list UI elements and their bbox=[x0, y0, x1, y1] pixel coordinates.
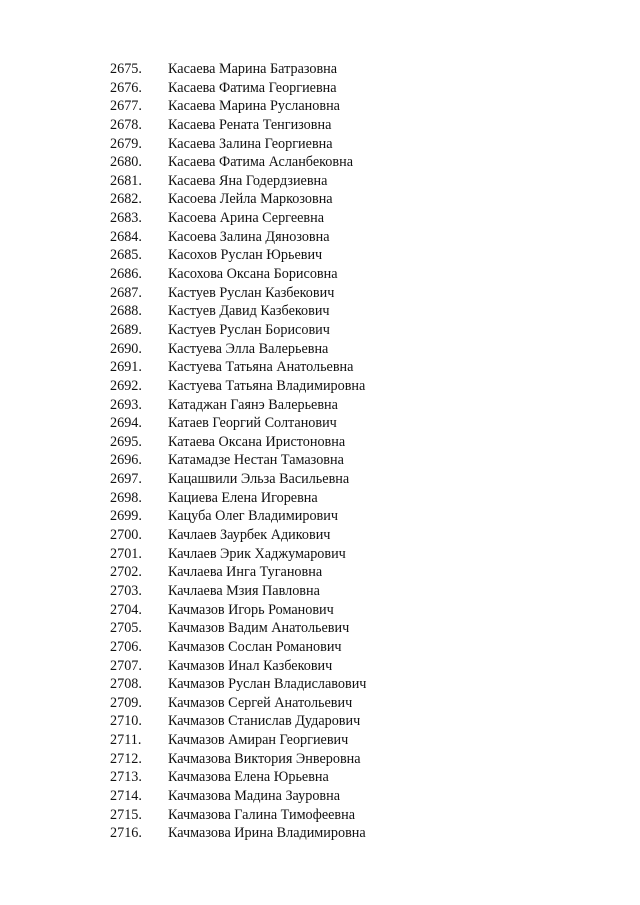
entry-name: Катаджан Гаянэ Валерьевна bbox=[168, 396, 338, 413]
list-item bbox=[0, 153, 640, 172]
entry-number: 2676. bbox=[110, 79, 142, 96]
list-item bbox=[0, 507, 640, 526]
entry-number: 2682. bbox=[110, 191, 142, 208]
entry-number: 2695. bbox=[110, 433, 142, 450]
entry-name: Качлаева Мзия Павловна bbox=[168, 582, 320, 599]
entry-number: 2693. bbox=[110, 396, 142, 413]
entry-number: 2696. bbox=[110, 452, 142, 469]
list-item bbox=[0, 694, 640, 713]
entry-name: Качмазова Елена Юрьевна bbox=[168, 769, 329, 786]
list-item bbox=[0, 265, 640, 284]
list-item bbox=[0, 731, 640, 750]
list-item bbox=[0, 321, 640, 340]
entry-name: Качмазова Галина Тимофеевна bbox=[168, 806, 356, 823]
list-item bbox=[0, 284, 640, 303]
entry-name: Касаева Фатима Асланбековна bbox=[168, 154, 353, 171]
entry-number: 2708. bbox=[110, 676, 142, 693]
entry-name: Кастуев Давид Казбекович bbox=[168, 303, 330, 320]
entry-name: Качмазова Виктория Энверовна bbox=[168, 750, 361, 767]
entry-number: 2705. bbox=[110, 620, 142, 637]
list-item bbox=[0, 116, 640, 135]
list-item bbox=[0, 824, 640, 843]
entry-number: 2680. bbox=[110, 154, 142, 171]
entry-name: Касоева Лейла Маркозовна bbox=[168, 191, 333, 208]
entry-name: Катаев Георгий Солтанович bbox=[168, 415, 337, 432]
entry-number: 2681. bbox=[110, 172, 142, 189]
entry-number: 2699. bbox=[110, 508, 142, 525]
list-item bbox=[0, 657, 640, 676]
entry-name: Качмазова Ирина Владимировна bbox=[168, 825, 366, 842]
entry-number: 2686. bbox=[110, 266, 142, 283]
list-item bbox=[0, 675, 640, 694]
entry-number: 2677. bbox=[110, 98, 142, 115]
list-item bbox=[0, 433, 640, 452]
entry-name: Кастуева Татьяна Анатольевна bbox=[168, 359, 354, 376]
entry-name: Кастуев Руслан Борисович bbox=[168, 321, 330, 338]
list-item bbox=[0, 526, 640, 545]
entry-number: 2684. bbox=[110, 228, 142, 245]
entry-number: 2694. bbox=[110, 415, 142, 432]
entry-number: 2710. bbox=[110, 713, 142, 730]
entry-number: 2683. bbox=[110, 210, 142, 227]
list-item bbox=[0, 135, 640, 154]
list-item bbox=[0, 545, 640, 564]
list-item bbox=[0, 414, 640, 433]
entry-number: 2707. bbox=[110, 657, 142, 674]
entry-number: 2716. bbox=[110, 825, 142, 842]
entry-name: Катаева Оксана Иристоновна bbox=[168, 433, 346, 450]
entry-name: Касаева Рената Тенгизовна bbox=[168, 116, 332, 133]
entry-number: 2713. bbox=[110, 769, 142, 786]
entry-name: Кацуба Олег Владимирович bbox=[168, 508, 338, 525]
list-item bbox=[0, 396, 640, 415]
entry-name: Кациева Елена Игоревна bbox=[168, 489, 318, 506]
entry-number: 2688. bbox=[110, 303, 142, 320]
entry-name: Касаева Залина Георгиевна bbox=[168, 135, 333, 152]
list-item bbox=[0, 470, 640, 489]
entry-number: 2709. bbox=[110, 694, 142, 711]
list-item bbox=[0, 489, 640, 508]
entry-number: 2700. bbox=[110, 527, 142, 544]
entry-name: Качмазов Амиран Георгиевич bbox=[168, 732, 349, 749]
entry-name: Качмазов Вадим Анатольевич bbox=[168, 620, 350, 637]
entry-number: 2697. bbox=[110, 471, 142, 488]
entry-number: 2678. bbox=[110, 116, 142, 133]
entry-name: Качлаев Заурбек Адикович bbox=[168, 527, 331, 544]
entry-name: Катамадзе Нестан Тамазовна bbox=[168, 452, 344, 469]
list-item bbox=[0, 172, 640, 191]
list-item bbox=[0, 563, 640, 582]
entry-number: 2685. bbox=[110, 247, 142, 264]
entry-number: 2689. bbox=[110, 321, 142, 338]
entry-number: 2714. bbox=[110, 787, 142, 804]
entry-name: Кастуева Элла Валерьевна bbox=[168, 340, 329, 357]
list-item bbox=[0, 451, 640, 470]
list-item bbox=[0, 806, 640, 825]
entry-number: 2687. bbox=[110, 284, 142, 301]
entry-name: Кастуев Руслан Казбекович bbox=[168, 284, 335, 301]
entry-name: Касаева Яна Годердзиевна bbox=[168, 172, 328, 189]
entry-number: 2692. bbox=[110, 377, 142, 394]
entry-number: 2701. bbox=[110, 545, 142, 562]
entry-number: 2711. bbox=[110, 732, 142, 749]
list-item bbox=[0, 582, 640, 601]
entry-name: Касаева Фатима Георгиевна bbox=[168, 79, 337, 96]
list-item bbox=[0, 377, 640, 396]
list-item bbox=[0, 750, 640, 769]
list-item bbox=[0, 79, 640, 98]
entry-name: Качлаев Эрик Хаджумарович bbox=[168, 545, 346, 562]
entry-name: Касаева Марина Руслановна bbox=[168, 98, 340, 115]
list-item bbox=[0, 619, 640, 638]
entry-number: 2712. bbox=[110, 750, 142, 767]
entry-name: Касоева Арина Сергеевна bbox=[168, 210, 324, 227]
entry-name: Качмазов Игорь Романович bbox=[168, 601, 334, 618]
list-item bbox=[0, 358, 640, 377]
list-item bbox=[0, 601, 640, 620]
entry-number: 2690. bbox=[110, 340, 142, 357]
entry-name: Касаева Марина Батразовна bbox=[168, 61, 338, 77]
entry-number: 2698. bbox=[110, 489, 142, 506]
entry-number: 2679. bbox=[110, 135, 142, 152]
entry-name: Касохов Руслан Юрьевич bbox=[168, 247, 323, 264]
entry-name: Качмазов Сослан Романович bbox=[168, 638, 342, 655]
entry-name: Касохова Оксана Борисовна bbox=[168, 266, 338, 283]
entry-name: Качмазов Сергей Анатольевич bbox=[168, 694, 353, 711]
name-list bbox=[0, 60, 640, 843]
entry-name: Касоева Залина Дянозовна bbox=[168, 228, 330, 245]
list-item bbox=[0, 768, 640, 787]
entry-name: Качмазов Руслан Владиславович bbox=[168, 676, 367, 693]
list-item bbox=[0, 209, 640, 228]
entry-name: Качмазова Мадина Зауровна bbox=[168, 787, 341, 804]
list-item bbox=[0, 787, 640, 806]
entry-name: Качмазов Станислав Дударович bbox=[168, 713, 361, 730]
list-item bbox=[0, 340, 640, 359]
entry-number: 2703. bbox=[110, 582, 142, 599]
entry-name: Качмазов Инал Казбекович bbox=[168, 657, 333, 674]
entry-number: 2704. bbox=[110, 601, 142, 618]
list-item bbox=[0, 97, 640, 116]
list-item bbox=[0, 228, 640, 247]
entry-number: 2702. bbox=[110, 564, 142, 581]
entry-number: 2706. bbox=[110, 638, 142, 655]
entry-number: 2691. bbox=[110, 359, 142, 376]
list-item bbox=[0, 60, 640, 79]
entry-name: Кацашвили Эльза Васильевна bbox=[168, 471, 350, 488]
entry-number: 2715. bbox=[110, 806, 142, 823]
list-item bbox=[0, 246, 640, 265]
list-item bbox=[0, 712, 640, 731]
entry-number: 2675. bbox=[110, 61, 142, 77]
entry-name: Качлаева Инга Тугановна bbox=[168, 564, 323, 581]
entry-name: Кастуева Татьяна Владимировна bbox=[168, 377, 366, 394]
list-item bbox=[0, 302, 640, 321]
list-item bbox=[0, 190, 640, 209]
list-item bbox=[0, 638, 640, 657]
